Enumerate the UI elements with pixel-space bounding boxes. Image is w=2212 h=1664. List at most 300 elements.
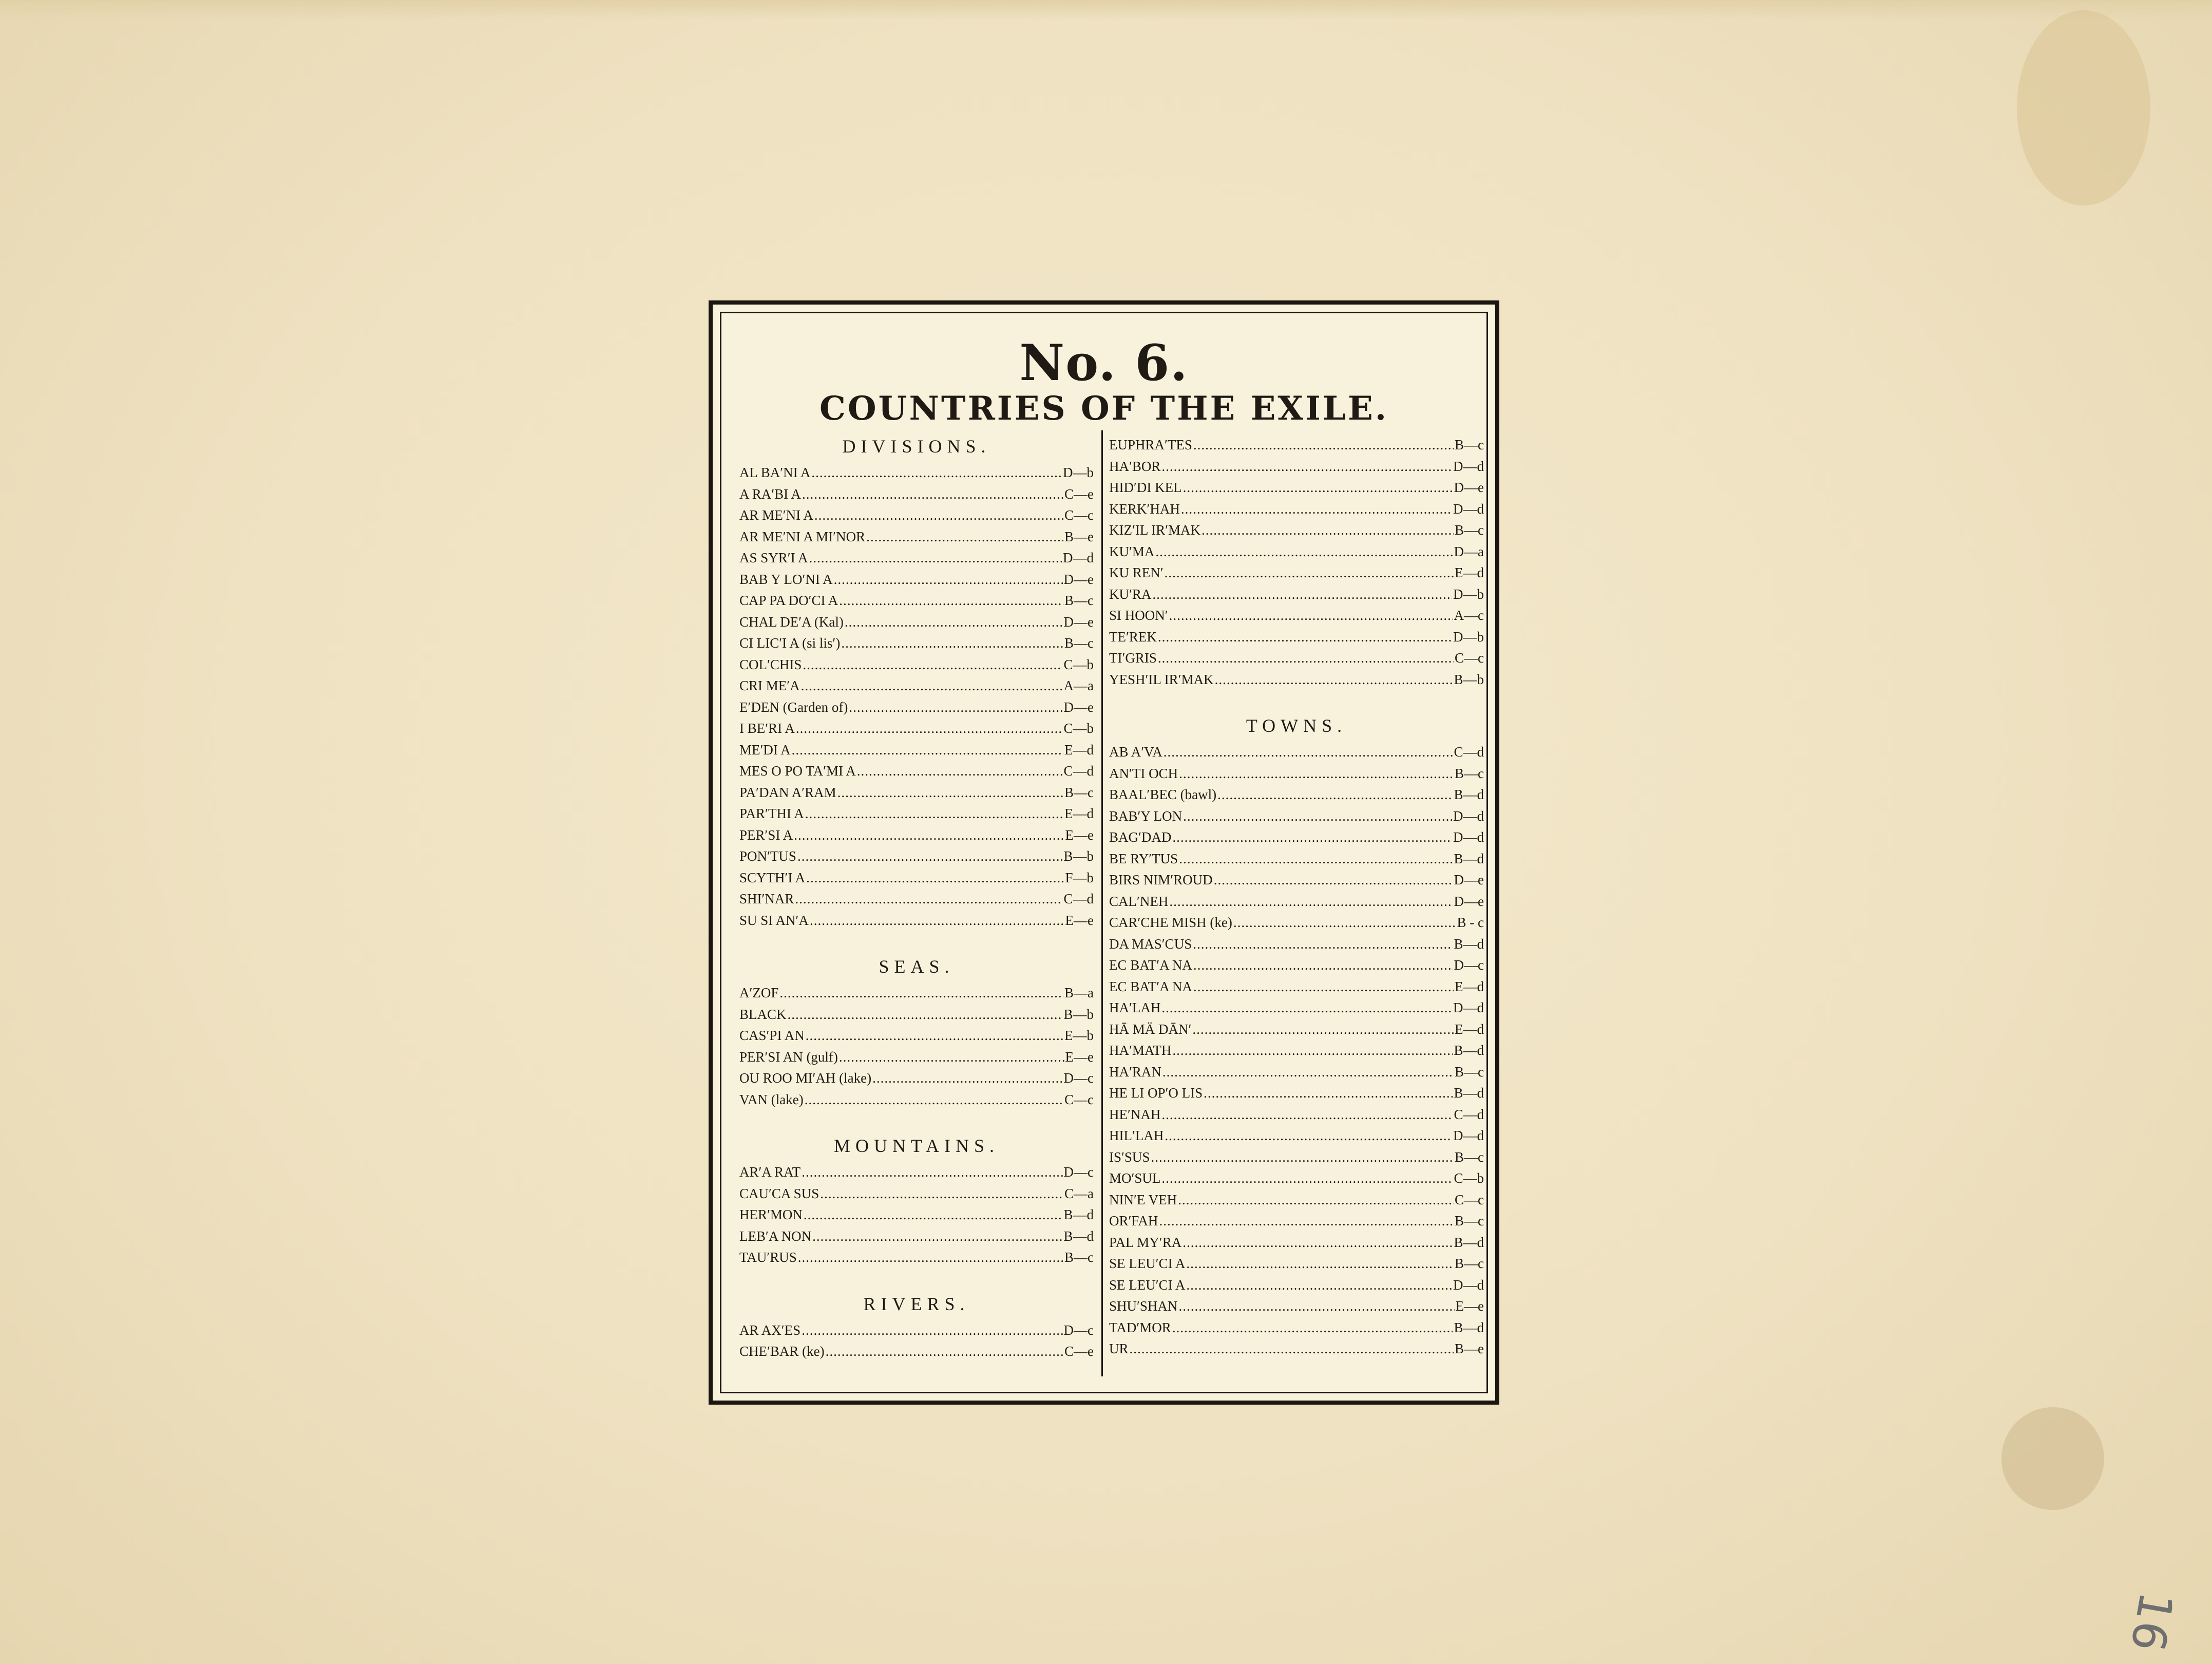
grid-reference: E—e xyxy=(1455,1298,1484,1314)
entry-name: HER′MON xyxy=(739,1207,803,1222)
leader-dots xyxy=(1161,456,1452,478)
leader-dots xyxy=(1178,1189,1454,1211)
leader-dots xyxy=(1214,869,1453,891)
grid-reference: C—d xyxy=(1454,1106,1484,1122)
entry-name: CAU′CA SUS xyxy=(739,1185,819,1201)
grid-reference: D—e xyxy=(1063,614,1094,630)
leader-dots xyxy=(1183,1232,1453,1254)
entry-name: BAG′DAD xyxy=(1109,829,1172,845)
entry-name: EC BAT′A NA xyxy=(1109,957,1192,973)
entry-name: AB A′VA xyxy=(1109,744,1162,760)
leader-dots xyxy=(1158,648,1454,669)
index-frame xyxy=(709,300,1499,1405)
grid-reference: C—c xyxy=(1455,1192,1484,1207)
index-entry xyxy=(1109,934,1484,955)
index-entry xyxy=(739,1047,1094,1068)
leader-dots xyxy=(1152,584,1452,606)
entry-name: TAU′RUS xyxy=(739,1250,797,1265)
index-entry xyxy=(1109,1253,1484,1275)
index-entry xyxy=(1109,627,1484,648)
leader-dots xyxy=(849,697,1062,718)
index-entry xyxy=(739,505,1094,526)
right-column xyxy=(1109,430,1484,1376)
leader-dots xyxy=(857,761,1063,782)
index-entry xyxy=(739,1341,1094,1363)
entry-name: OU ROO MI′AH (lake) xyxy=(739,1070,872,1086)
leader-dots xyxy=(1183,806,1452,827)
entry-name: HA′LAH xyxy=(1109,1000,1161,1015)
grid-reference: B—c xyxy=(1064,635,1094,651)
index-entry xyxy=(1109,456,1484,478)
index-entry xyxy=(1109,1019,1484,1041)
leader-dots xyxy=(1164,742,1453,763)
entry-name: PER′SI A xyxy=(739,827,793,843)
entry-name: CHAL DE′A (Kal) xyxy=(739,614,844,630)
grid-reference: E—d xyxy=(1064,742,1094,758)
grid-reference: B—c xyxy=(1455,1064,1484,1080)
leader-dots xyxy=(1151,1147,1454,1168)
index-entry xyxy=(1109,1104,1484,1126)
entry-name: TE′REK xyxy=(1109,629,1157,645)
grid-reference: D—d xyxy=(1453,829,1484,845)
entry-name: KU′MA xyxy=(1109,543,1155,559)
grid-reference: D—c xyxy=(1454,957,1484,973)
grid-reference: C—e xyxy=(1064,486,1094,502)
entry-name: PER′SI AN (gulf) xyxy=(739,1049,838,1065)
entry-name: AR′A RAT xyxy=(739,1164,801,1180)
index-entry xyxy=(1109,997,1484,1019)
grid-reference: B—b xyxy=(1063,848,1094,864)
section-heading-mountains: MOUNTAINS. xyxy=(833,1136,1000,1156)
entry-name: HA′BOR xyxy=(1109,458,1161,474)
leader-dots xyxy=(806,867,1064,889)
index-entry xyxy=(1109,584,1484,606)
leader-dots xyxy=(839,1047,1064,1068)
entry-name: KU′RA xyxy=(1109,586,1152,602)
leader-dots xyxy=(826,1341,1063,1363)
index-entry xyxy=(1109,891,1484,913)
leader-dots xyxy=(802,484,1063,505)
pencil-page-number: 16 xyxy=(2120,1587,2184,1656)
grid-reference: D—c xyxy=(1063,1164,1094,1180)
leader-dots xyxy=(1130,1338,1454,1360)
index-entry xyxy=(1109,434,1484,456)
leader-dots xyxy=(802,1320,1062,1341)
grid-reference: B—c xyxy=(1064,1250,1094,1265)
grid-reference: B—d xyxy=(1454,787,1484,802)
entry-name: A′ZOF xyxy=(739,985,779,1000)
section-heading-divisions: DIVISIONS. xyxy=(842,436,991,457)
entry-name: BAAL′BEC (bawl) xyxy=(1109,787,1217,802)
index-entry xyxy=(1109,1211,1484,1232)
leader-dots xyxy=(1217,784,1453,806)
leader-dots xyxy=(811,462,1062,484)
index-entry xyxy=(739,1162,1094,1183)
grid-reference: C—c xyxy=(1064,1091,1094,1107)
leader-dots xyxy=(1165,1125,1452,1147)
top-edge-shadow xyxy=(0,0,2212,21)
grid-reference: B—d xyxy=(1454,1234,1484,1250)
index-entry xyxy=(739,654,1094,676)
leader-dots xyxy=(845,612,1063,633)
index-entry xyxy=(1109,605,1484,627)
index-entry xyxy=(739,782,1094,804)
section-heading-towns: TOWNS. xyxy=(1246,715,1347,736)
entry-name: AR AX′ES xyxy=(739,1322,801,1338)
leader-dots xyxy=(810,910,1064,932)
entry-name: KIZ′IL IR′MAK xyxy=(1109,522,1201,538)
index-entry xyxy=(1109,541,1484,563)
index-entry xyxy=(1109,499,1484,520)
grid-reference: B—d xyxy=(1454,936,1484,952)
grid-reference: D—c xyxy=(1063,1322,1094,1338)
entry-name: VAN (lake) xyxy=(739,1091,804,1107)
index-entry xyxy=(739,982,1094,1004)
grid-reference: C—d xyxy=(1454,744,1484,760)
grid-reference: D—d xyxy=(1453,808,1484,824)
grid-reference: B—d xyxy=(1454,1319,1484,1335)
entry-name: AL BA′NI A xyxy=(739,465,811,480)
index-entry xyxy=(1109,1189,1484,1211)
index-entry xyxy=(1109,1296,1484,1317)
entry-name: MES O PO TA′MI A xyxy=(739,763,856,779)
leader-dots xyxy=(1161,1168,1453,1189)
grid-reference: B—c xyxy=(1455,765,1484,781)
leader-dots xyxy=(1169,605,1453,627)
grid-reference: E—e xyxy=(1065,912,1094,928)
grid-reference: D—b xyxy=(1453,629,1484,645)
left-column xyxy=(739,430,1094,1376)
entry-name: EC BAT′A NA xyxy=(1109,978,1192,994)
index-entry xyxy=(1109,976,1484,998)
leader-dots xyxy=(1172,827,1452,848)
grid-reference: D—e xyxy=(1454,480,1484,495)
index-entry xyxy=(739,675,1094,697)
grid-reference: D—d xyxy=(1453,458,1484,474)
entry-name: HE LI OP′O LIS xyxy=(1109,1085,1203,1101)
grid-reference: E—b xyxy=(1064,1028,1094,1043)
grid-reference: E—d xyxy=(1455,565,1484,580)
entry-name: SI HOON′ xyxy=(1109,608,1168,623)
index-entry xyxy=(1109,869,1484,891)
entry-name: HA′RAN xyxy=(1109,1064,1161,1080)
grid-reference: B—c xyxy=(1455,437,1484,452)
index-entry xyxy=(739,888,1094,910)
leader-dots xyxy=(806,1025,1063,1047)
index-entry xyxy=(1109,1062,1484,1083)
leader-dots xyxy=(1186,1275,1452,1296)
index-entry xyxy=(1109,827,1484,848)
grid-reference: B—e xyxy=(1064,528,1094,544)
grid-reference: D—d xyxy=(1453,1277,1484,1293)
grid-reference: E—e xyxy=(1065,827,1094,843)
index-entry xyxy=(1109,784,1484,806)
leader-dots xyxy=(1183,477,1453,499)
leader-dots xyxy=(1193,434,1454,456)
plate-number: No. 6. xyxy=(1019,334,1189,392)
entry-name: TI′GRIS xyxy=(1109,650,1157,666)
index-entry xyxy=(739,1204,1094,1226)
leader-dots xyxy=(1172,1040,1453,1062)
entry-name: AN′TI OCH xyxy=(1109,765,1178,781)
entry-name: BAB′Y LON xyxy=(1109,808,1183,824)
entry-name: CAL′NEH xyxy=(1109,893,1169,909)
leader-dots xyxy=(801,675,1063,697)
grid-reference: B—b xyxy=(1063,1006,1094,1022)
entry-name: SE LEU′CI A xyxy=(1109,1277,1186,1293)
entry-name: AR ME′NI A xyxy=(739,507,813,523)
grid-reference: B—d xyxy=(1454,1085,1484,1101)
entry-name: BAB Y LO′NI A xyxy=(739,571,833,587)
entry-name: IS′SUS xyxy=(1109,1149,1150,1165)
leader-dots xyxy=(792,740,1063,761)
index-entry xyxy=(1109,477,1484,499)
leader-dots xyxy=(866,526,1063,548)
index-entry xyxy=(739,697,1094,718)
leader-dots xyxy=(814,505,1063,526)
leader-dots xyxy=(779,982,1063,1004)
leader-dots xyxy=(839,590,1063,612)
leader-dots xyxy=(1233,912,1456,934)
leader-dots xyxy=(834,569,1063,591)
entry-name: MO′SUL xyxy=(1109,1170,1161,1186)
index-entry xyxy=(739,761,1094,782)
grid-reference: B—c xyxy=(1455,1213,1484,1228)
entry-name: HID′DI KEL xyxy=(1109,480,1182,495)
paper-stain xyxy=(2017,10,2150,205)
index-entry xyxy=(1109,763,1484,785)
entry-name: PAL MY′RA xyxy=(1109,1234,1182,1250)
grid-reference: F—b xyxy=(1065,869,1094,885)
grid-reference: C—b xyxy=(1063,656,1094,672)
leader-dots xyxy=(802,1162,1062,1183)
leader-dots xyxy=(1158,627,1452,648)
leader-dots xyxy=(1193,934,1453,955)
leader-dots xyxy=(794,825,1064,846)
entry-name: A RA′BI A xyxy=(739,486,801,502)
entry-name: SHI′NAR xyxy=(739,891,794,906)
grid-reference: D—e xyxy=(1454,872,1484,887)
index-entry xyxy=(739,846,1094,867)
paper-stain xyxy=(2001,1407,2104,1510)
plate-title: COUNTRIES OF THE EXILE. xyxy=(819,389,1389,428)
index-entry xyxy=(1109,1168,1484,1189)
leader-dots xyxy=(1204,1083,1453,1104)
leader-dots xyxy=(1179,848,1453,870)
grid-reference: B—c xyxy=(1455,1149,1484,1165)
leader-dots xyxy=(1193,955,1453,976)
grid-reference: B—d xyxy=(1454,1043,1484,1058)
index-entry xyxy=(1109,848,1484,870)
index-inner-border xyxy=(720,312,1488,1393)
entry-name: HIL′LAH xyxy=(1109,1128,1164,1143)
grid-reference: A—c xyxy=(1454,608,1484,623)
index-entry xyxy=(1109,742,1484,763)
grid-reference: E—d xyxy=(1455,1021,1484,1037)
entry-name: AS SYR′I A xyxy=(739,550,808,565)
entry-name: E′DEN (Garden of) xyxy=(739,699,848,715)
index-entry xyxy=(1109,1338,1484,1360)
leader-dots xyxy=(872,1068,1062,1089)
leader-dots xyxy=(812,1226,1062,1247)
leader-dots xyxy=(1172,1317,1453,1339)
grid-reference: B—d xyxy=(1063,1228,1094,1244)
leader-dots xyxy=(1162,1062,1454,1083)
index-entry xyxy=(739,740,1094,761)
grid-reference: A—a xyxy=(1063,678,1094,693)
index-entry xyxy=(1109,1275,1484,1296)
index-entry xyxy=(739,1068,1094,1089)
grid-reference: D—b xyxy=(1453,586,1484,602)
entry-name: I BE′RI A xyxy=(739,721,795,736)
leader-dots xyxy=(1159,1211,1454,1232)
index-entry xyxy=(739,569,1094,591)
grid-reference: C—a xyxy=(1064,1185,1094,1201)
entry-name: CAP PA DO′CI A xyxy=(739,593,838,608)
index-entry xyxy=(739,1089,1094,1111)
grid-reference: C—d xyxy=(1063,763,1094,779)
grid-reference: D—d xyxy=(1063,550,1094,565)
grid-reference: D—c xyxy=(1063,1070,1094,1086)
index-entry xyxy=(739,612,1094,633)
entry-name: PAR′THI A xyxy=(739,806,804,821)
leader-dots xyxy=(1192,1019,1454,1041)
leader-dots xyxy=(805,803,1063,825)
entry-name: KERK′HAH xyxy=(1109,501,1180,517)
grid-reference: B—e xyxy=(1455,1341,1484,1356)
entry-name: EUPHRA′TES xyxy=(1109,437,1192,452)
entry-name: SHU′SHAN xyxy=(1109,1298,1178,1314)
grid-reference: E—d xyxy=(1455,978,1484,994)
leader-dots xyxy=(809,547,1062,569)
leader-dots xyxy=(1161,997,1452,1019)
entry-name: TAD′MOR xyxy=(1109,1319,1171,1335)
leader-dots xyxy=(798,1247,1063,1269)
index-entry xyxy=(739,484,1094,505)
entry-name: LEB′A NON xyxy=(739,1228,812,1244)
grid-reference: B—d xyxy=(1454,850,1484,866)
entry-name: SE LEU′CI A xyxy=(1109,1256,1186,1271)
index-entry xyxy=(739,526,1094,548)
index-entry xyxy=(739,867,1094,889)
grid-reference: B—c xyxy=(1455,1256,1484,1271)
entry-name: CI LIC′I A (si lis′) xyxy=(739,635,841,651)
grid-reference: E—d xyxy=(1064,806,1094,821)
entry-name: SU SI AN′A xyxy=(739,912,809,928)
grid-reference: D—d xyxy=(1453,1000,1484,1015)
index-entry xyxy=(1109,1147,1484,1168)
leader-dots xyxy=(1155,541,1453,563)
grid-reference: D—d xyxy=(1453,501,1484,517)
grid-reference: B—c xyxy=(1064,593,1094,608)
entry-name: CAR′CHE MISH (ke) xyxy=(1109,915,1232,930)
grid-reference: C—d xyxy=(1063,891,1094,906)
grid-reference: B - c xyxy=(1457,915,1484,930)
entry-name: KU REN′ xyxy=(1109,565,1164,580)
grid-reference: E—e xyxy=(1065,1049,1094,1065)
index-entry xyxy=(739,718,1094,740)
index-entry xyxy=(739,462,1094,484)
grid-reference: C—c xyxy=(1455,650,1484,666)
leader-dots xyxy=(1161,1104,1453,1126)
grid-reference: C—b xyxy=(1454,1170,1484,1186)
index-entry xyxy=(1109,669,1484,691)
index-entry xyxy=(1109,1317,1484,1339)
index-entry xyxy=(739,1004,1094,1026)
index-entry xyxy=(1109,806,1484,827)
index-entry xyxy=(739,1183,1094,1205)
entry-name: DA MAS′CUS xyxy=(1109,936,1192,952)
entry-name: PA′DAN A′RAM xyxy=(739,784,836,800)
index-entry xyxy=(1109,912,1484,934)
index-entry xyxy=(739,1025,1094,1047)
index-entry xyxy=(739,1226,1094,1247)
grid-reference: D—e xyxy=(1454,893,1484,909)
leader-dots xyxy=(1179,763,1454,785)
leader-dots xyxy=(1193,976,1454,998)
leader-dots xyxy=(795,888,1062,910)
grid-reference: C—c xyxy=(1064,507,1094,523)
leader-dots xyxy=(1165,562,1454,584)
entry-name: PON′TUS xyxy=(739,848,796,864)
grid-reference: D—a xyxy=(1454,543,1484,559)
leader-dots xyxy=(805,1089,1063,1111)
leader-dots xyxy=(837,782,1063,804)
index-entry xyxy=(1109,1125,1484,1147)
grid-reference: D—e xyxy=(1063,571,1094,587)
entry-name: HE′NAH xyxy=(1109,1106,1161,1122)
grid-reference: C—e xyxy=(1064,1344,1094,1359)
leader-dots xyxy=(841,633,1063,654)
index-entry xyxy=(739,547,1094,569)
index-entry xyxy=(1109,648,1484,669)
entry-name: COL′CHIS xyxy=(739,656,802,672)
section-heading-rivers: RIVERS. xyxy=(863,1293,970,1314)
entry-name: ME′DI A xyxy=(739,742,791,758)
entry-name: SCYTH′I A xyxy=(739,869,806,885)
entry-name: HĀ MÄ DĀN′ xyxy=(1109,1021,1192,1037)
entry-name: HA′MATH xyxy=(1109,1043,1172,1058)
leader-dots xyxy=(1186,1253,1454,1275)
entry-name: UR xyxy=(1109,1341,1129,1356)
index-entry xyxy=(739,825,1094,846)
entry-name: BE RY′TUS xyxy=(1109,850,1178,866)
leader-dots xyxy=(1181,499,1452,520)
index-entry xyxy=(1109,520,1484,541)
entry-name: CRI ME′A xyxy=(739,678,800,693)
grid-reference: B—c xyxy=(1064,784,1094,800)
leader-dots xyxy=(1169,891,1453,913)
entry-name: CAS′PI AN xyxy=(739,1028,805,1043)
grid-reference: D—b xyxy=(1063,465,1094,480)
leader-dots xyxy=(820,1183,1063,1205)
index-entry xyxy=(1109,1040,1484,1062)
index-entry xyxy=(1109,1083,1484,1104)
grid-reference: D—e xyxy=(1063,699,1094,715)
grid-reference: B—b xyxy=(1454,671,1484,687)
grid-reference: B—c xyxy=(1455,522,1484,538)
leader-dots xyxy=(797,846,1063,867)
entry-name: CHE′BAR (ke) xyxy=(739,1344,825,1359)
index-entry xyxy=(1109,955,1484,976)
index-entry xyxy=(1109,562,1484,584)
section-spacer xyxy=(1109,430,1484,434)
entry-name: OR′FAH xyxy=(1109,1213,1158,1228)
index-entry xyxy=(1109,1232,1484,1254)
column-divider xyxy=(1101,430,1103,1376)
index-entry xyxy=(739,1247,1094,1269)
leader-dots xyxy=(803,654,1062,676)
